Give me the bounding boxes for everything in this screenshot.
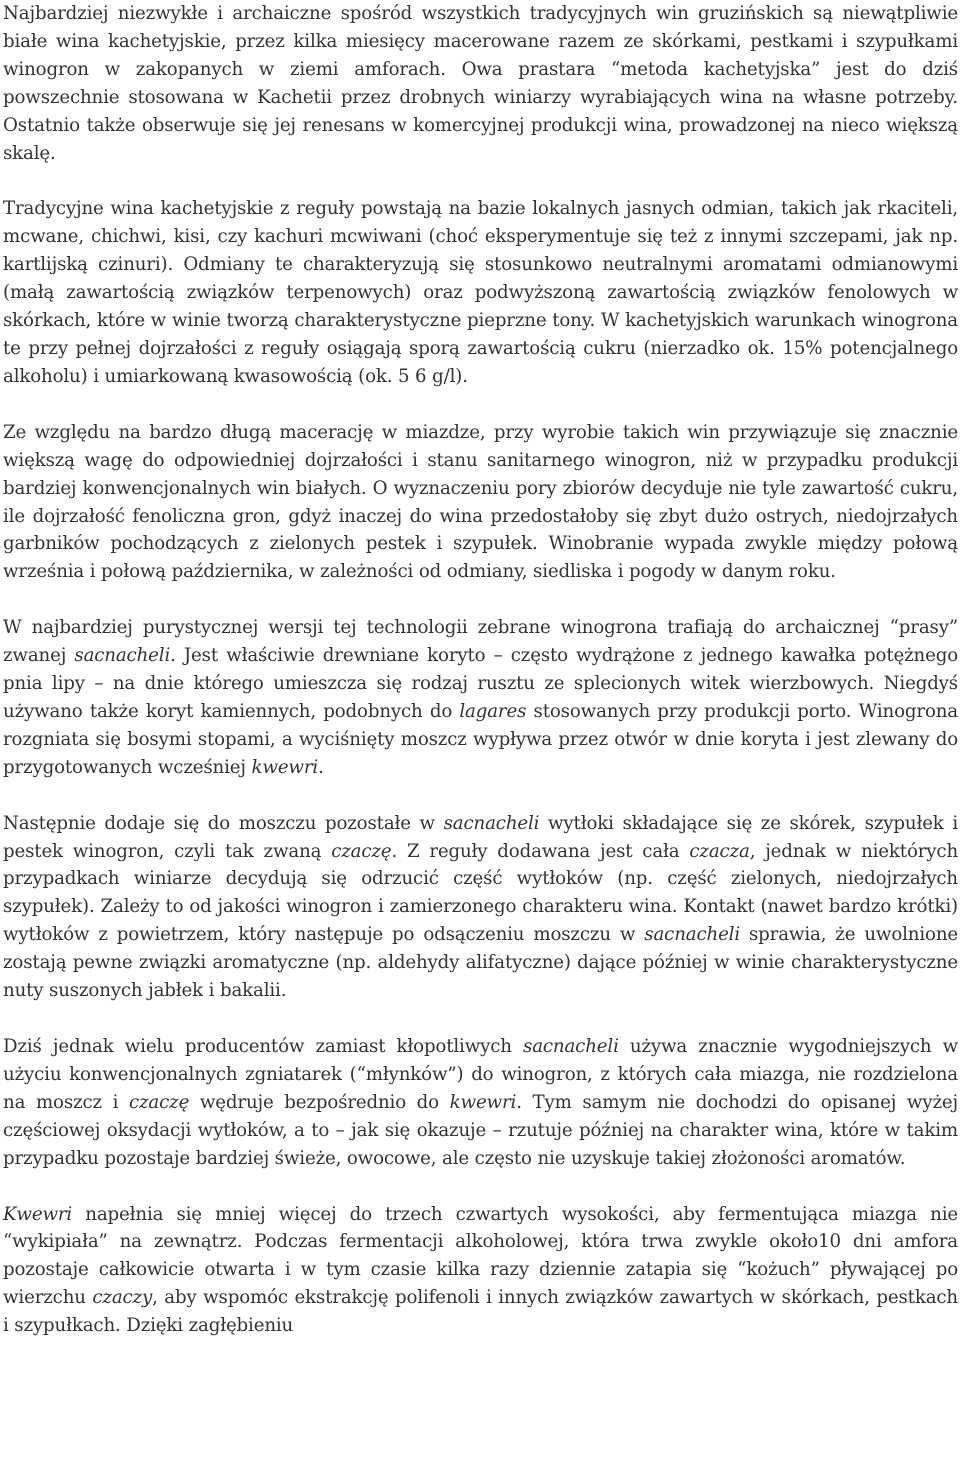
text-run: Dziś jednak wielu producentów zamiast kłopotliwych bbox=[3, 1036, 524, 1057]
text-run: Następnie dodaje się do moszczu pozostałe w bbox=[3, 812, 444, 834]
paragraph bbox=[3, 1033, 958, 1173]
text-run: . Z reguły dodawana jest cała bbox=[391, 840, 690, 862]
text-run: . Jest właściwie drewniane koryto – często wydrążone z jednego kawałka potężnego pnia lipy – na dnie którego umieszcza się rodzaj rusztu ze splecionych witek wierzbowych. Niegdyś używano także koryt kamiennych, podobnych do bbox=[3, 645, 958, 722]
italic-term: czacza bbox=[689, 840, 750, 862]
paragraph bbox=[3, 810, 958, 1005]
italic-term: sacnacheli bbox=[74, 645, 171, 667]
text-run: stosowanych przy produkcji porto. Winogrona rozgniata się bosymi stopami, a wyciśnięty moszcz wypływa przez otwór w dnie koryta i jest zlewany do przygotowanych wcześniej bbox=[3, 700, 959, 778]
document-body bbox=[3, 0, 958, 1368]
italic-term: lagares bbox=[459, 700, 527, 722]
text-run: sprawia, że uwolnione zostają pewne związki aromatyczne (np. aldehydy alifatyczne) dające później w winie charakterystyczne nuty suszonych jabłek i bakalii. bbox=[3, 924, 958, 1002]
paragraph bbox=[3, 419, 958, 586]
italic-term: czaczę bbox=[331, 840, 392, 862]
text-run: napełnia się mniej więcej do trzech czwartych wysokości, aby fermentująca miazga nie “wykipiała” na zewnątrz. Podczas fermentacji alkoholowej, która trwa zwykle około10 dni amfora pozostaje całkowicie otwarta i w tym czasie kilka razy dziennie zatapia się “kożuch” pływającej po wierzchu bbox=[3, 1203, 958, 1309]
paragraph bbox=[3, 0, 958, 167]
paragraph bbox=[3, 614, 958, 781]
paragraph bbox=[3, 1201, 958, 1341]
text-run: W najbardziej purystycznej wersji tej technologii zebrane winogrona trafiają do archaicznej “prasy” zwanej bbox=[3, 617, 958, 667]
italic-term: sacnacheli bbox=[523, 1036, 619, 1057]
text-run: . bbox=[318, 756, 324, 778]
italic-term: czaczy bbox=[92, 1287, 153, 1309]
text-run: wytłoki składające się ze skórek, szypułek i pestek winogron, czyli tak zwaną bbox=[3, 812, 959, 862]
italic-term: Kwewri bbox=[3, 1203, 73, 1225]
italic-term: czaczę bbox=[128, 1091, 190, 1113]
text-run: Najbardziej niezwykłe i archaiczne spośród wszystkich tradycyjnych win gruzińskich są niewątpliwie białe wina kachetyjskie, przez kilka miesięcy macerowane razem ze skórkami, pestkami i szypułkami winogron w zakopanych w ziemi amforach. Owa prastara “metoda kachetyjska” jest do dziś powszechnie stosowana w Kachetii przez drobnych winiarzy wyrabiających wina na własne potrzeby. Ostatnio także obserwuje się jej renesans w komercyjnej produkcji wina, prowadzonej na nieco większą skalę. bbox=[3, 3, 958, 164]
italic-term: sacnacheli bbox=[644, 924, 741, 946]
text-run: używa znacznie wygodniejszych w użyciu konwencjonalnych zgniatarek (“młynków”) do winogron, z których cała miazga, nie rozdzielona na moszcz i bbox=[3, 1036, 958, 1113]
italic-term: kwewri bbox=[251, 756, 319, 778]
text-run: , aby wspomóc ekstrakcję polifenoli i innych związków zawartych w skórkach, pestkach i szypułkach. Dzięki zagłębieniu bbox=[3, 1287, 958, 1337]
text-run: Ze względu na bardzo długą macerację w miazdze, przy wyrobie takich win przywiązuje się znacznie większą wagę do odpowiedniej dojrzałości i stanu sanitarnego winogron, niż w przypadku produkcji bardziej konwencjonalnych win białych. O wyznaczeniu pory zbiorów decyduje nie tyle zawartość cukru, ile dojrzałość fenoliczna gron, gdyż inaczej do wina przedostałoby się zbyt dużo ostrych, niedojrzałych garbników pochodzących z zielonych pestek i szypułek. Winobranie wypada zwykle między połową września i połową października, w zależności od odmiany, siedliska i pogody w danym roku. bbox=[3, 421, 958, 583]
paragraph bbox=[3, 195, 958, 390]
text-run: Tradycyjne wina kachetyjskie z reguły powstają na bazie lokalnych jasnych odmian, takich jak rkaciteli, mcwane, chichwi, kisi, czy kachuri mcwiwani (choć eksperymentuje się też z innymi szczepami, jak np. kartlijską czinuri). Odmiany te charakteryzują się stosunkowo neutralnymi aromatami odmianowymi (małą zawartością związków terpenowych) oraz podwyższoną zawartością związków fenolowych w skórkach, które w winie tworzą charakterystyczne pieprzne tony. W kachetyjskich warunkach winogrona te przy pełnej dojrzałości z reguły osiągają sporą zawartością cukru (nierzadko ok. 15% potencjalnego alkoholu) i umiarkowaną kwasowością (ok. 5 6 g/l). bbox=[3, 198, 958, 387]
italic-term: kwewri bbox=[449, 1091, 517, 1113]
text-run: wędruje bezpośrednio do bbox=[189, 1091, 450, 1113]
italic-term: sacnacheli bbox=[443, 812, 540, 834]
text-run: . Tym samym nie dochodzi do opisanej wyżej częściowej oksydacji wytłoków, a to – jak się okazuje – rzutuje później na charakter wina, które w takim przypadku pozostaje bardziej świeże, owocowe, ale często nie uzyskuje takiej złożoności aromatów. bbox=[3, 1091, 958, 1169]
text-run: , jednak w niektórych przypadkach winiarze decydują się odrzucić część wytłoków (np. część zielonych, niedojrzałych szypułek). Zależy to od jakości winogron i zamierzonego charakteru wina. Kontakt (nawet bardzo krótki) wytłoków z powietrzem, który następuje po odsączeniu moszczu w bbox=[3, 840, 959, 946]
